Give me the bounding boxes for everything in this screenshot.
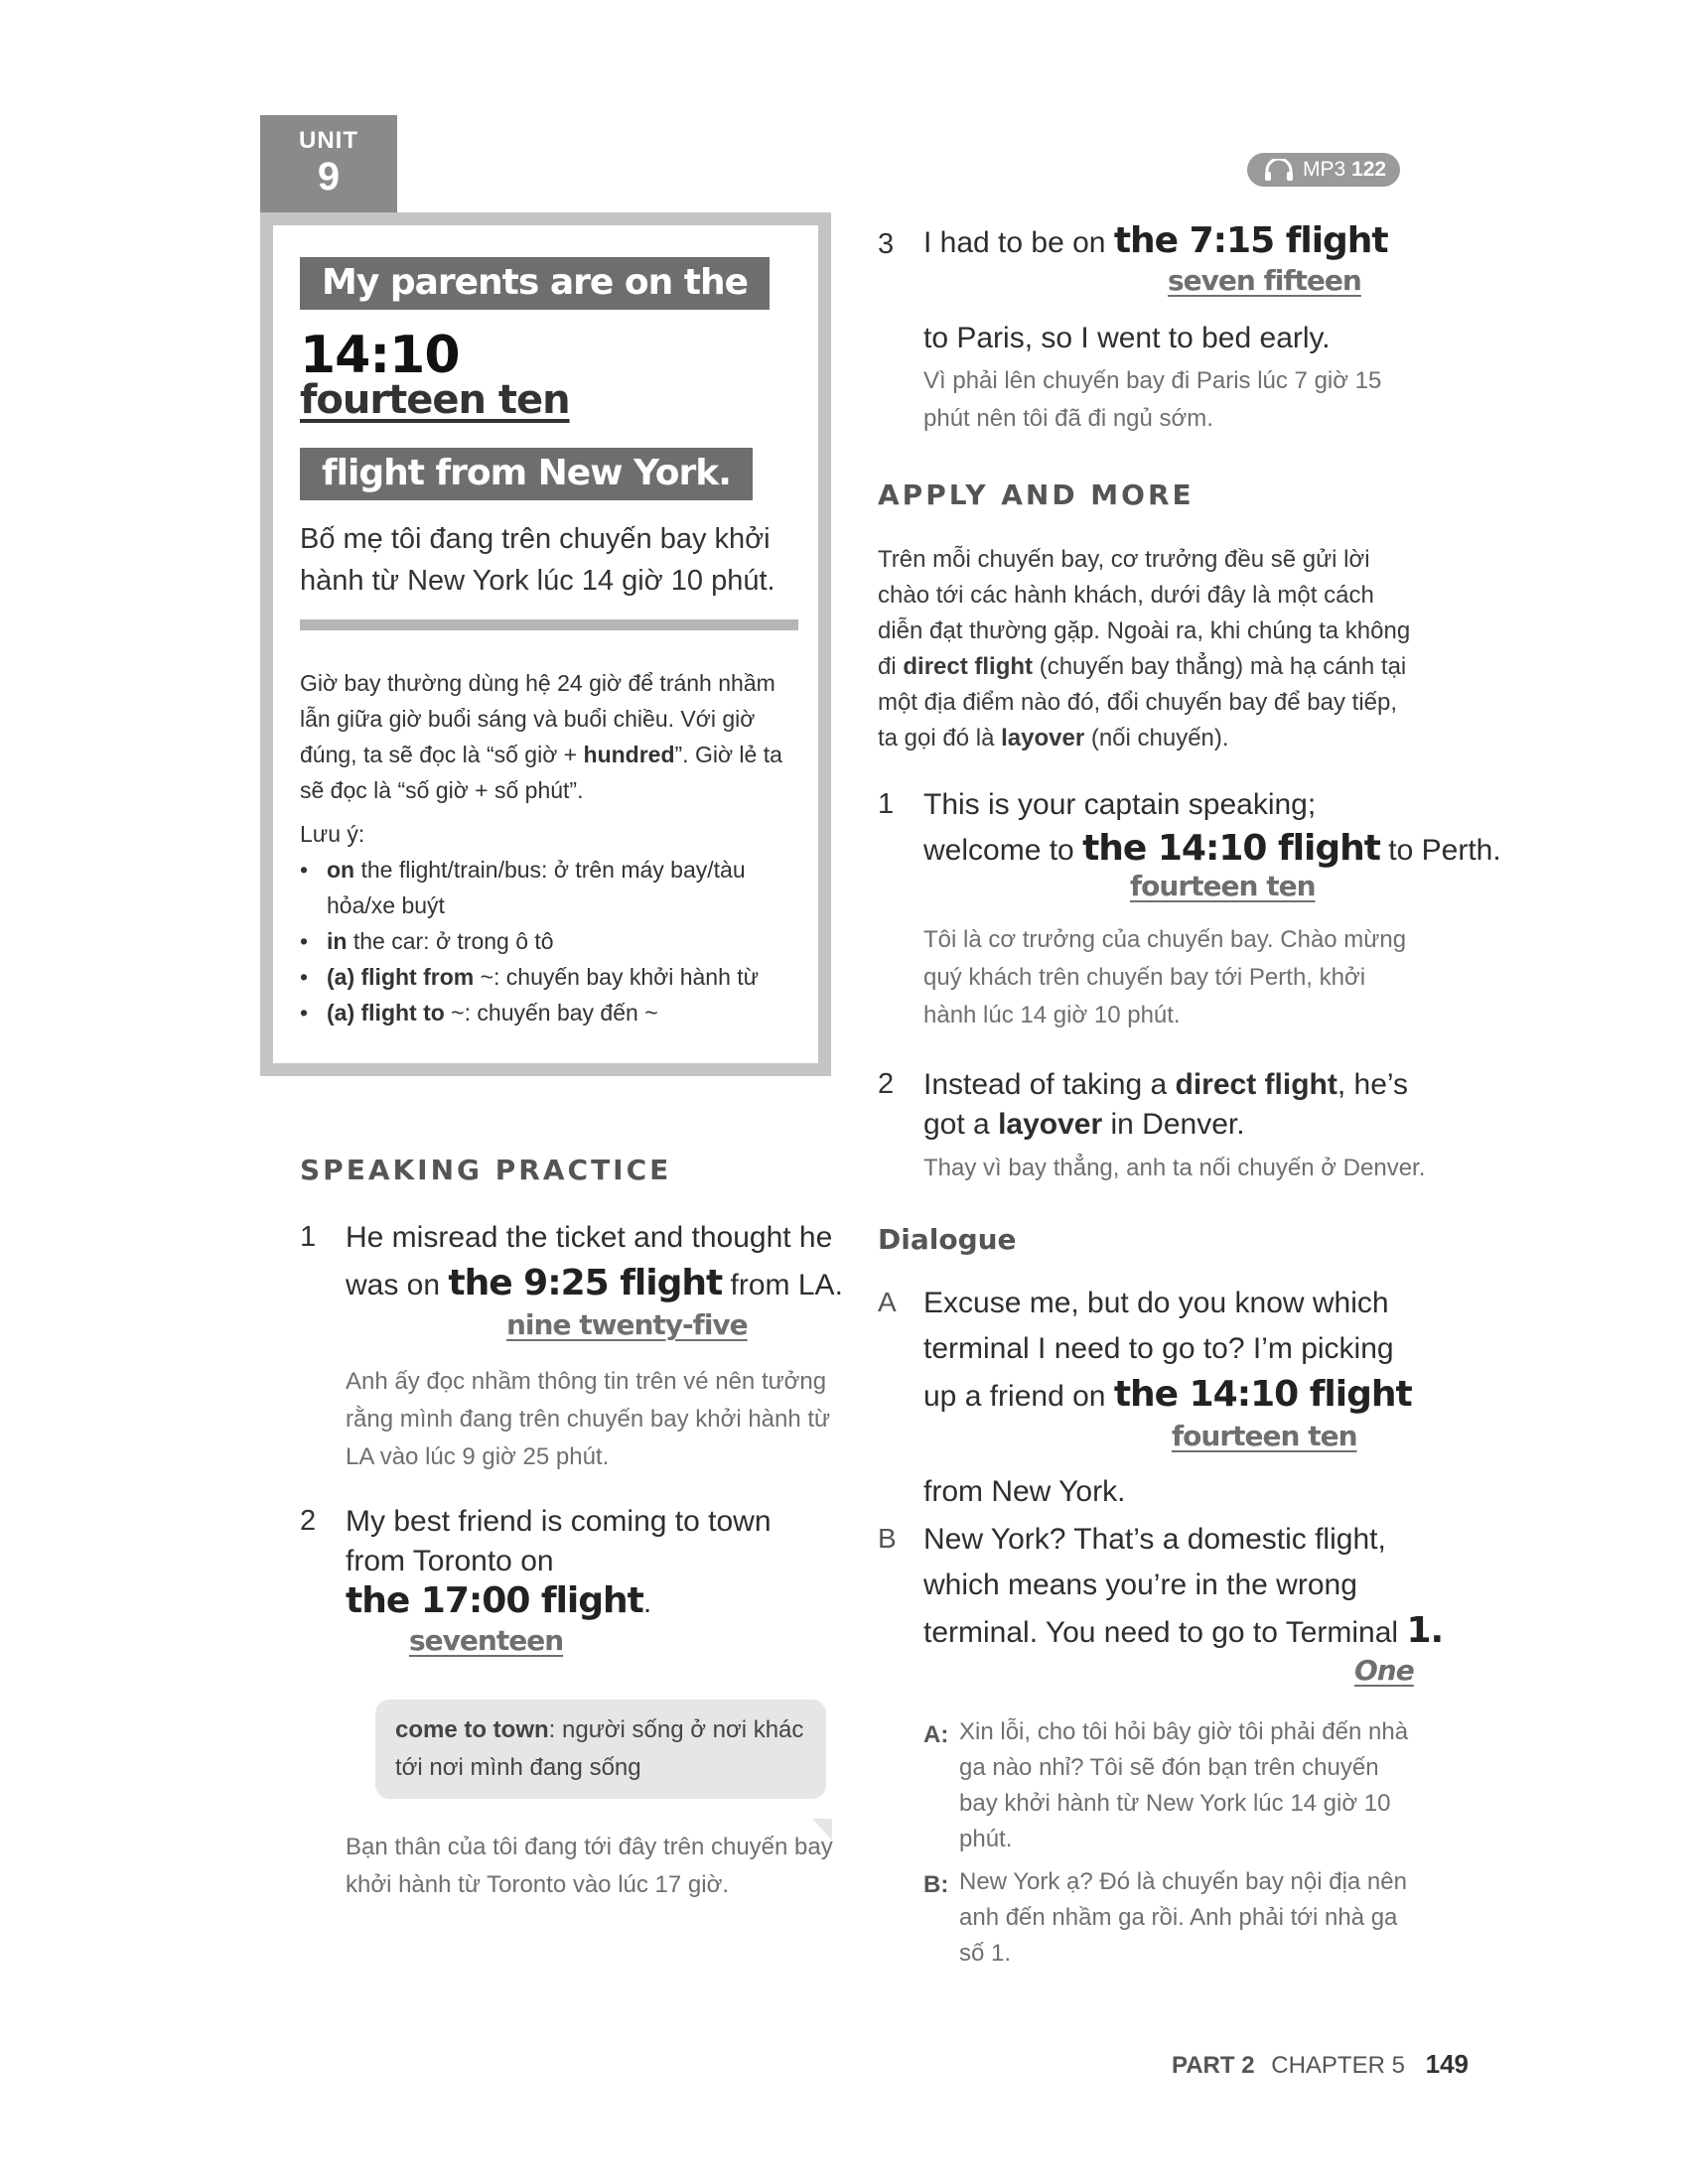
ex3-line1: I had to be on the 7:15 flight [923, 220, 1388, 261]
key-line1: My parents are on the [300, 257, 770, 310]
dialogue-b-line3: terminal. You need to go to Terminal 1. [923, 1610, 1444, 1651]
mp3-badge[interactable] [1247, 153, 1400, 187]
speaking-ex2-reading: seventeen [409, 1624, 564, 1657]
apply-ex1-number: 1 [878, 788, 895, 820]
speaking-ex1-line1: He misread the ticket and thought he [346, 1221, 833, 1254]
mp3-label: MP3 [1303, 158, 1346, 181]
speaking-ex1-time-phrase: the 9:25 flight [448, 1263, 723, 1303]
apply-ex1-time-phrase: the 14:10 flight [1082, 828, 1380, 869]
dialogue-a-time-phrase: the 14:10 flight [1113, 1374, 1412, 1415]
ex3-translation: Vì phải lên chuyến bay đi Paris lúc 7 giờ 15 phút nên tôi đã đi ngủ sớm. [923, 367, 1382, 432]
dialogue-b-label: B [878, 1523, 897, 1554]
speaking-ex2-line2: from Toronto on [346, 1545, 554, 1577]
key-line2: flight from New York. [300, 448, 753, 500]
dialogue-a-line3: up a friend on the 14:10 flight [923, 1374, 1412, 1415]
apply-ex1-line1: This is your captain speaking; [923, 788, 1317, 821]
apply-ex1-line2: welcome to the 14:10 flight to Perth. [923, 828, 1501, 869]
unit-number: 9 [317, 155, 341, 199]
footer-chapter: CHAPTER 5 [1271, 2052, 1405, 2079]
key-translation: Bố mẹ tôi đang trên chuyến bay khởi hành từ New York lúc 14 giờ 10 phút. [300, 523, 775, 597]
dialogue-a-label: A [878, 1287, 897, 1317]
dialogue-heading: Dialogue [878, 1223, 1017, 1256]
speaking-ex1-line2: was on the 9:25 flight from LA. [346, 1263, 843, 1303]
page-footer [1172, 2049, 1469, 2080]
speaking-ex2-number: 2 [300, 1505, 317, 1537]
dialogue-b-reading: One [1354, 1654, 1414, 1687]
dialogue-b-line2: which means you’re in the wrong [923, 1569, 1357, 1601]
mp3-number: 122 [1351, 158, 1387, 181]
key-time-reading: fourteen ten [300, 377, 570, 423]
speaking-ex2-line3: the 17:00 flight. [346, 1580, 652, 1621]
dialogue-a-line4: from New York. [923, 1475, 1126, 1508]
ex3-line2: to Paris, so I went to bed early. [923, 322, 1331, 354]
dialogue-vi-a-label: A: [923, 1721, 949, 1748]
speaking-ex1-translation: Anh ấy đọc nhầm thông tin trên vé nên tưởng rằng mình đang trên chuyến bay khởi hành từ LA vào lúc 9 giờ 25 phút. [346, 1368, 831, 1470]
speaking-ex2-translation: Bạn thân của tôi đang tới đây trên chuyến bay khởi hành từ Toronto vào lúc 17 giờ. [346, 1834, 833, 1898]
unit-tab [260, 115, 397, 214]
dialogue-b-line1: New York? That’s a domestic flight, [923, 1523, 1386, 1556]
note-title: Lưu ý: [300, 821, 365, 847]
apply-ex2-line2: got a layover in Denver. [923, 1108, 1245, 1141]
note-bullet: • on the flight/train/bus: ở trên máy bay/tàu hỏa/xe buýt [300, 852, 802, 923]
page-number: 149 [1425, 2049, 1470, 2079]
headphones-icon [1263, 159, 1295, 181]
dialogue-a-reading: fourteen ten [1172, 1420, 1357, 1452]
apply-ex2-number: 2 [878, 1068, 895, 1100]
note-paragraph: Giờ bay thường dùng hệ 24 giờ để tránh nhầm lẫn giữa giờ buổi sáng và buổi chiều. Với giờ đúng, ta sẽ đọc là “số giờ + hundred”. Giờ lẻ ta sẽ đọc là “số giờ + số phút”. [300, 670, 782, 803]
apply-intro: Trên mỗi chuyến bay, cơ trưởng đều sẽ gửi lời chào tới các hành khách, dưới đây là một cách diễn đạt thường gặp. Ngoài ra, khi chúng ta không đi direct flight (chuyến bay thẳng) mà hạ cánh tại một địa điểm nào đó, đổi chuyến bay để bay tiếp, ta gọi đó là layover (nối chuyến). [878, 546, 1411, 751]
apply-ex2-line1: Instead of taking a direct flight, he’s [923, 1068, 1409, 1101]
dialogue-vi-b-label: B: [923, 1871, 949, 1898]
key-divider [300, 619, 798, 630]
apply-ex1-reading: fourteen ten [1130, 870, 1316, 902]
speaking-ex2-line1: My best friend is coming to town [346, 1505, 772, 1538]
key-time: 14:10 [300, 326, 460, 385]
speaking-practice-heading: SPEAKING PRACTICE [300, 1154, 672, 1186]
apply-ex1-translation: Tôi là cơ trưởng của chuyến bay. Chào mừng quý khách trên chuyến bay tới Perth, khởi hành lúc 14 giờ 10 phút. [923, 926, 1407, 1028]
note-bullet: • (a) flight to ~: chuyến bay đến ~ [300, 995, 802, 1030]
apply-ex2-translation: Thay vì bay thẳng, anh ta nối chuyến ở Denver. [923, 1155, 1426, 1181]
key-note [300, 665, 802, 1030]
key-line1-block [300, 257, 770, 310]
key-line2-block [300, 448, 753, 500]
vocab-definition: : người sống ở nơi khác tới nơi mình đang sống [395, 1716, 804, 1781]
footer-part: PART 2 [1172, 2052, 1255, 2079]
dialogue-vi-a: Xin lỗi, cho tôi hỏi bây giờ tôi phải đến nhà ga nào nhỉ? Tôi sẽ đón bạn trên chuyến bay khởi hành từ New York lúc 14 giờ 10 phút. [959, 1718, 1409, 1852]
dialogue-a-line2: terminal I need to go to? I’m picking [923, 1332, 1394, 1365]
vocab-term: come to town [395, 1716, 549, 1743]
vocab-bubble [375, 1700, 826, 1799]
speaking-ex1-number: 1 [300, 1221, 317, 1253]
dialogue-b-number: 1. [1406, 1610, 1444, 1651]
note-bullets [300, 852, 802, 1030]
ex3-time-phrase: the 7:15 flight [1113, 220, 1388, 261]
ex3-reading: seven fifteen [1168, 264, 1361, 297]
note-bullet: • in the car: ở trong ô tô [300, 923, 802, 959]
apply-and-more-heading: APPLY AND MORE [878, 478, 1195, 511]
dialogue-vi-b: New York ạ? Đó là chuyến bay nội địa nên anh đến nhầm ga rồi. Anh phải tới nhà ga số 1. [959, 1868, 1407, 1967]
speaking-ex2-time-phrase: the 17:00 flight [346, 1580, 643, 1621]
dialogue-a-line1: Excuse me, but do you know which [923, 1287, 1389, 1319]
unit-label: UNIT [299, 127, 358, 154]
ex3-number: 3 [878, 228, 895, 260]
note-bullet: • (a) flight from ~: chuyến bay khởi hành từ [300, 959, 802, 995]
speaking-ex1-reading: nine twenty-five [506, 1308, 748, 1341]
